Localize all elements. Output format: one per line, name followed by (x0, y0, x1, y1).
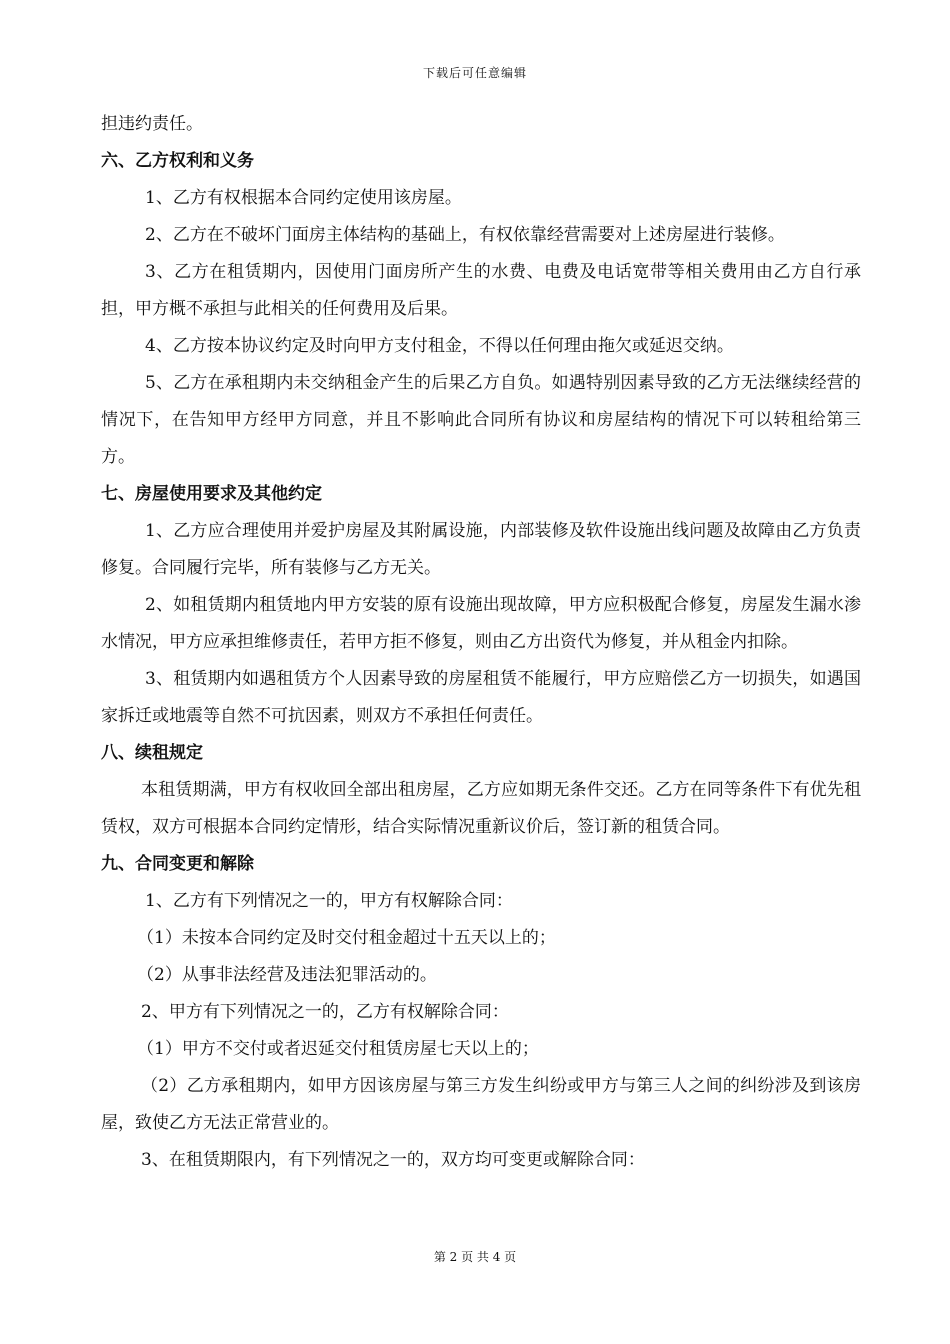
clause-9-2-item-1: （1）甲方不交付或者迟延交付租赁房屋七天以上的； (137, 1039, 539, 1059)
clause-8-body: 本租赁期满，甲方有权收回全部出租房屋，乙方应如期无条件交还。乙方在同等条件下有优先租赁权，双方可根据本合同约定情形，结合实际情况重新议价后，签订新的租赁合同。 (101, 780, 861, 837)
clause-6-4: 4、乙方按本协议约定及时向甲方支付租金，不得以任何理由拖欠或延迟交纳。 (145, 336, 734, 356)
clause-9-1-item-2: （2）从事非法经营及违法犯罪活动的。 (137, 965, 437, 985)
clause-6-2: 2、乙方在不破坏门面房主体结构的基础上，有权依靠经营需要对上述房屋进行装修。 (145, 225, 785, 245)
clause-6-5: 5、乙方在承租期内未交纳租金产生的后果乙方自负。如遇特别因素导致的乙方无法继续经营的情况下，在告知甲方经甲方同意，并且不影响此合同所有协议和房屋结构的情况下可以转租给第三方。 (101, 373, 861, 467)
clause-9-2-item-2: （2）乙方承租期内，如甲方因该房屋与第三方发生纠纷或甲方与第三人之间的纠纷涉及到该房屋，致使乙方无法正常营业的。 (101, 1076, 861, 1133)
paragraph-continuation: 担违约责任。 (101, 114, 203, 134)
clause-9-3: 3、在租赁期限内，有下列情况之一的，双方均可变更或解除合同： (141, 1150, 645, 1170)
clause-9-1: 1、乙方有下列情况之一的，甲方有权解除合同： (145, 891, 513, 911)
section-heading-7: 七、房屋使用要求及其他约定 (101, 484, 322, 504)
clause-9-1-item-1: （1）未按本合同约定及时交付租金超过十五天以上的； (137, 928, 556, 948)
page-footer: 第 2 页 共 4 页 (433, 1250, 517, 1264)
clause-6-1: 1、乙方有权根据本合同约定使用该房屋。 (145, 188, 462, 208)
section-heading-9: 九、合同变更和解除 (101, 854, 254, 874)
section-heading-8: 八、续租规定 (101, 743, 203, 763)
clause-6-3: 3、乙方在租赁期内，因使用门面房所产生的水费、电费及电话宽带等相关费用由乙方自行承担，甲方概不承担与此相关的任何费用及后果。 (101, 262, 861, 319)
page-header: 下载后可任意编辑 (422, 66, 527, 80)
document-body (101, 106, 861, 1179)
clause-9-2: 2、甲方有下列情况之一的，乙方有权解除合同： (141, 1002, 509, 1022)
clause-7-2: 2、如租赁期内租赁地内甲方安装的原有设施出现故障，甲方应积极配合修复，房屋发生漏水渗水情况，甲方应承担维修责任，若甲方拒不修复，则由乙方出资代为修复，并从租金内扣除。 (101, 595, 861, 652)
clause-7-1: 1、乙方应合理使用并爱护房屋及其附属设施，内部装修及软件设施出线问题及故障由乙方负责修复。合同履行完毕，所有装修与乙方无关。 (101, 521, 861, 578)
section-heading-6: 六、乙方权利和义务 (101, 151, 254, 171)
clause-7-3: 3、租赁期内如遇租赁方个人因素导致的房屋租赁不能履行，甲方应赔偿乙方一切损失，如遇国家拆迁或地震等自然不可抗因素，则双方不承担任何责任。 (101, 669, 861, 726)
